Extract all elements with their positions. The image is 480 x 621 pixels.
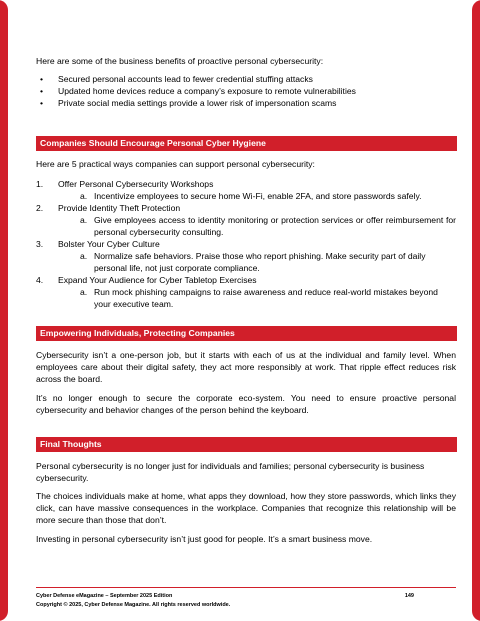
list-item: a. Normalize safe behaviors. Praise those who report phishing. Make security part of daily personal life, not just corporate compliance. bbox=[80, 251, 426, 273]
list-item: 2. Provide Identity Theft Protection bbox=[36, 203, 181, 213]
section-heading-final-thoughts: Final Thoughts bbox=[36, 437, 457, 452]
list-item: 1. Offer Personal Cybersecurity Workshops bbox=[36, 179, 214, 189]
list-item: 3. Bolster Your Cyber Culture bbox=[36, 239, 160, 249]
footer-edition: Cyber Defense eMagazine – September 2025 Edition bbox=[36, 593, 173, 599]
left-edge-bar bbox=[0, 0, 8, 621]
benefits-list bbox=[36, 73, 456, 109]
list-item: 4. Expand Your Audience for Cyber Tabletop Exercises bbox=[36, 275, 257, 285]
list-item: a. Give employees access to identity monitoring or protection services or offer reimbursement for personal cybersecurity consulting. bbox=[80, 215, 456, 237]
page-number: 149 bbox=[404, 593, 414, 599]
list-item: • Secured personal accounts lead to fewer credential stuffing attacks bbox=[40, 74, 313, 84]
empowering-paragraph-2: It’s no longer enough to secure the corporate eco-system. You need to ensure proactive personal cybersecurity and behavior changes of the person behind the keyboard. bbox=[36, 393, 456, 415]
empowering-paragraph-1: Cybersecurity isn’t a one-person job, but it starts with each of us at the individual and family level. When employees care about their digital safety, they act more responsibly at work. That ripple effect reduces risk across the board. bbox=[36, 350, 456, 384]
section-heading-empowering: Empowering Individuals, Protecting Companies bbox=[36, 326, 457, 341]
section-intro: Here are 5 practical ways companies can support personal cybersecurity: bbox=[36, 159, 315, 169]
final-paragraph-3: Investing in personal cybersecurity isn’t just good for people. It’s a smart business move. bbox=[36, 534, 373, 544]
bullet-icon: • bbox=[40, 74, 44, 84]
list-item: a. Run mock phishing campaigns to raise awareness and reduce real-world mistakes beyond your executive team. bbox=[80, 287, 438, 309]
final-paragraph-1: Personal cybersecurity is no longer just for individuals and families; personal cybersecurity is business cybersecurity. bbox=[36, 461, 425, 483]
bullet-icon: • bbox=[40, 98, 44, 108]
footer-copyright: Copyright © 2025, Cyber Defense Magazine. All rights reserved worldwide. bbox=[36, 602, 231, 608]
list-item: • Private social media settings provide a lower risk of impersonation scams bbox=[40, 98, 337, 108]
intro-paragraph: Here are some of the business benefits of proactive personal cybersecurity: bbox=[36, 56, 324, 66]
final-paragraph-2: The choices individuals make at home, what apps they download, how they store passwords, which links they click, can have massive consequences in the workplace. Companies that recognize this relationship will be more secure than those that don’t. bbox=[36, 491, 456, 525]
section-heading-hygiene: Companies Should Encourage Personal Cyber Hygiene bbox=[36, 136, 457, 151]
right-edge-bar bbox=[472, 0, 480, 621]
list-item: • Updated home devices reduce a company’s exposure to remote vulnerabilities bbox=[40, 86, 356, 96]
bullet-icon: • bbox=[40, 86, 44, 96]
list-item: a. Incentivize employees to secure home Wi-Fi, enable 2FA, and store passwords safely. bbox=[80, 191, 422, 201]
footer-divider bbox=[36, 587, 456, 588]
practical-ways-list bbox=[36, 178, 456, 310]
